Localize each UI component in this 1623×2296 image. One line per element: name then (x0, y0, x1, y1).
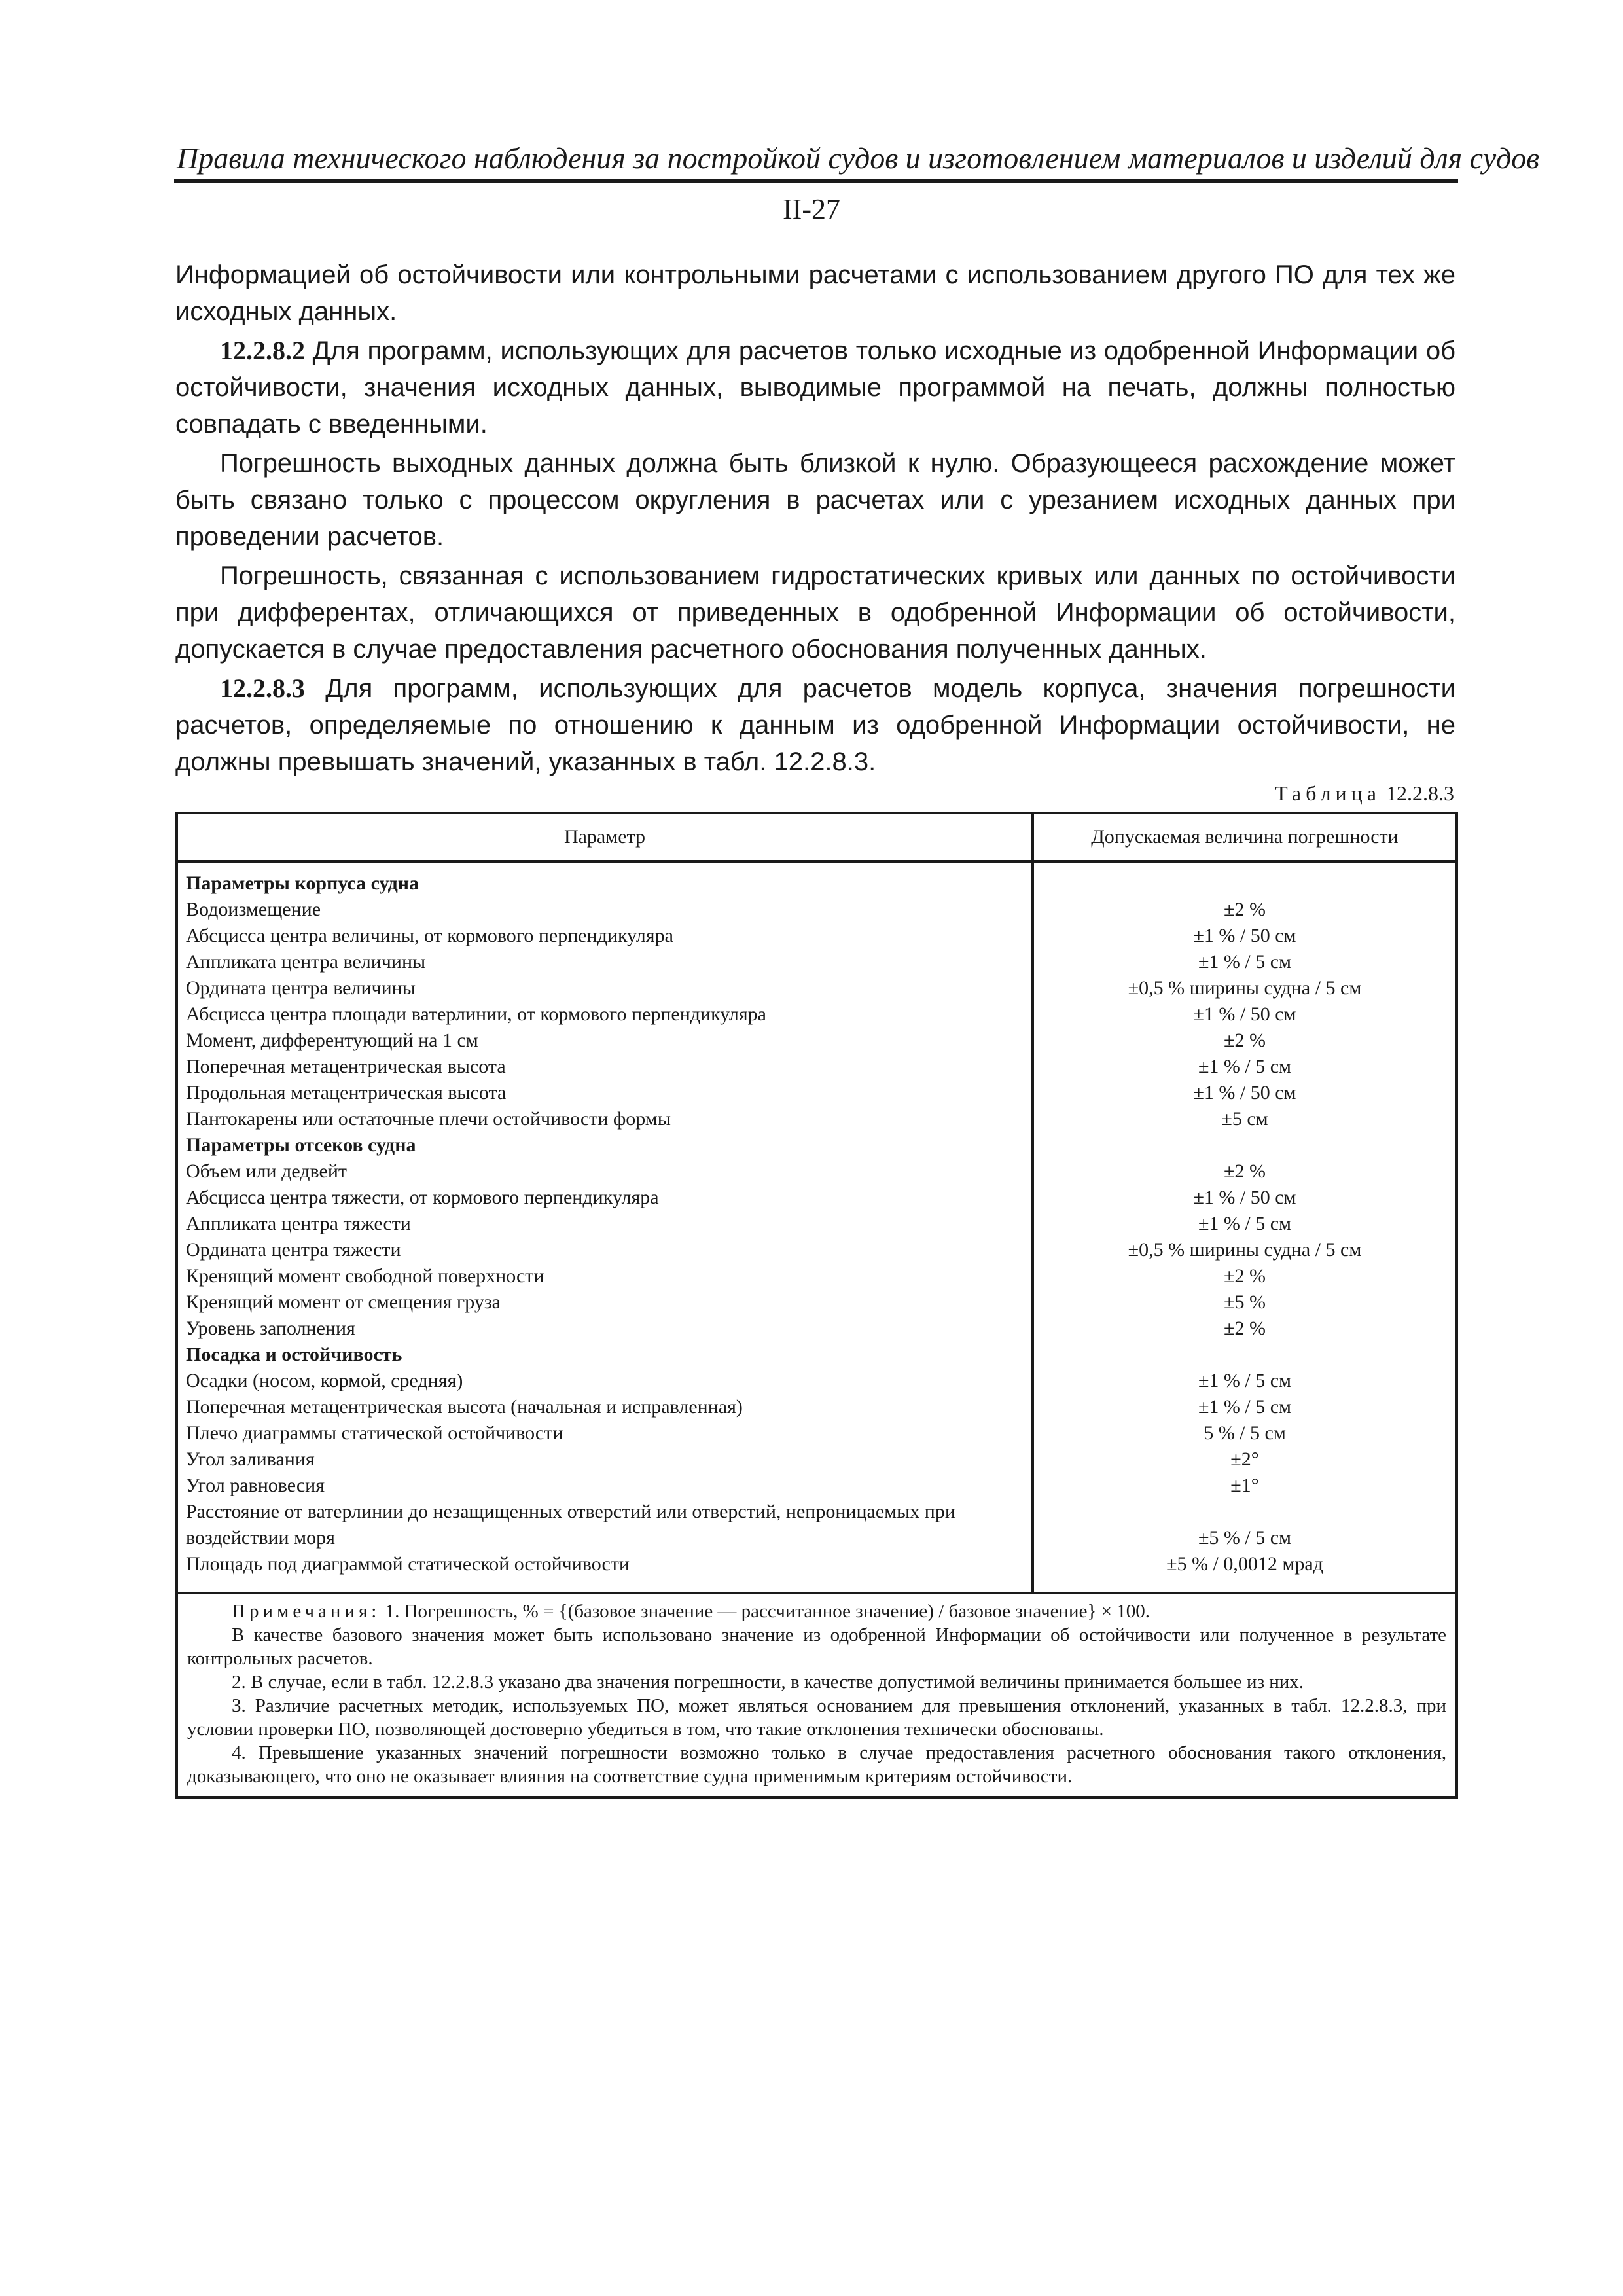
parameter-cell: Плечо диаграммы статической остойчивости (177, 1420, 1033, 1446)
table-group-row (177, 861, 1457, 897)
parameter-cell: Поперечная метацентрическая высота (177, 1054, 1033, 1080)
tolerance-cell: ±0,5 % ширины судна / 5 см (1033, 975, 1457, 1001)
parameter-cell: Ордината центра тяжести (177, 1237, 1033, 1263)
group-heading: Посадка и остойчивость (177, 1342, 1033, 1368)
table-row (177, 1499, 1457, 1551)
table-row (177, 1551, 1457, 1593)
group-heading: Параметры отсеков судна (177, 1132, 1033, 1158)
tolerance-cell: ±0,5 % ширины судна / 5 см (1033, 1237, 1457, 1263)
tolerance-cell: 5 % / 5 см (1033, 1420, 1457, 1446)
table-row (177, 1106, 1457, 1132)
tolerance-cell: ±1 % / 5 см (1033, 1394, 1457, 1420)
table-caption-number: 12.2.8.3 (1386, 781, 1454, 805)
parameter-cell: Угол равновесия (177, 1473, 1033, 1499)
tolerance-cell: ±2 % (1033, 897, 1457, 923)
parameter-cell: Кренящий момент свободной поверхности (177, 1263, 1033, 1289)
tolerance-cell: ±5 % (1033, 1289, 1457, 1316)
table-row (177, 1473, 1457, 1499)
table-group-row (177, 1342, 1457, 1368)
paragraph-text: Для программ, использующих для расчетов модель корпуса, значения погрешности расчетов, определяемые по отношению к данным из одобренной Информации остойчивости, не должны превышать значений, указанных в табл. 12.2.8.3. (175, 674, 1455, 776)
table-row (177, 1080, 1457, 1106)
tolerance-cell: ±5 % / 0,0012 мрад (1033, 1551, 1457, 1593)
tolerance-cell: ±1 % / 5 см (1033, 1054, 1457, 1080)
clause-number: 12.2.8.3 (220, 673, 305, 703)
table-row (177, 1237, 1457, 1263)
tolerance-cell (1033, 1342, 1457, 1368)
parameter-cell: Момент, дифферентующий на 1 см (177, 1028, 1033, 1054)
table-row (177, 1158, 1457, 1185)
parameter-cell: Поперечная метацентрическая высота (начальная и исправленная) (177, 1394, 1033, 1420)
parameter-cell: Пантокарены или остаточные плечи остойчивости формы (177, 1106, 1033, 1132)
clause-number: 12.2.8.2 (220, 336, 305, 365)
table-row (177, 1185, 1457, 1211)
paragraph-output-error: Погрешность выходных данных должна быть близкой к нулю. Образующееся расхождение может быть связано только с процессом округления в расчетах или с урезанием исходных данных при проведении расчетов. (175, 449, 1455, 551)
table-row (177, 1368, 1457, 1394)
table-row (177, 1028, 1457, 1054)
table-notes (177, 1593, 1457, 1797)
tolerance-cell: ±5 см (1033, 1106, 1457, 1132)
group-heading: Параметры корпуса судна (177, 861, 1033, 897)
parameter-cell: Водоизмещение (177, 897, 1033, 923)
table-row (177, 1263, 1457, 1289)
parameter-cell: Площадь под диаграммой статической остойчивости (177, 1551, 1033, 1593)
parameter-cell: Аппликата центра тяжести (177, 1211, 1033, 1237)
paragraph-hydrostatic-error: Погрешность, связанная с использованием гидростатических кривых или данных по остойчивости при дифферентах, отличающихся от приведенных в одобренной Информации об остойчивости, допускается в случае предоставления расчетного обоснования полученных данных. (175, 562, 1455, 664)
tolerance-cell: ±1 % / 5 см (1033, 949, 1457, 975)
paragraph-text: Для программ, использующих для расчетов только исходные из одобренной Информации об остойчивости, значения исходных данных, выводимые программой на печать, должны полностью совпадать с введенными. (175, 336, 1455, 439)
table-caption-word: Таблица (1275, 781, 1381, 805)
tolerance-cell: ±1 % / 5 см (1033, 1211, 1457, 1237)
table-row (177, 1289, 1457, 1316)
paragraph-12-2-8-3 (175, 670, 1455, 780)
note-2: 2. В случае, если в табл. 12.2.8.3 указано два значения погрешности, в качестве допустимой величины принимается большее из них. (232, 1672, 1304, 1693)
table-row (177, 949, 1457, 975)
table-row (177, 923, 1457, 949)
table-row (177, 1394, 1457, 1420)
paragraph-12-2-8-2 (175, 332, 1455, 442)
parameter-cell: Абсцисса центра тяжести, от кормового перпендикуляра (177, 1185, 1033, 1211)
parameter-cell: Аппликата центра величины (177, 949, 1033, 975)
note-1-text: 1. Погрешность, % = {(базовое значение — рассчитанное значение) / базовое значение} × 100. (380, 1601, 1150, 1622)
table-row (177, 1446, 1457, 1473)
tolerance-cell: ±1 % / 50 см (1033, 1080, 1457, 1106)
running-header: Правила технического наблюдения за постройкой судов и изготовлением материалов и изделий для судов (177, 141, 1540, 175)
parameter-cell: Абсцисса центра площади ватерлинии, от кормового перпендикуляра (177, 1001, 1033, 1028)
table-row (177, 1420, 1457, 1446)
column-header-parameter: Параметр (177, 813, 1033, 861)
tolerance-cell: ±1 % / 50 см (1033, 923, 1457, 949)
parameter-cell: Угол заливания (177, 1446, 1033, 1473)
tolerance-cell: ±5 % / 5 см (1033, 1499, 1457, 1551)
parameter-cell: Осадки (носом, кормой, средняя) (177, 1368, 1033, 1394)
table-caption (1275, 780, 1454, 806)
tolerance-table (175, 812, 1458, 1799)
parameter-cell: Уровень заполнения (177, 1316, 1033, 1342)
parameter-cell: Ордината центра величины (177, 975, 1033, 1001)
note-1 (187, 1600, 1446, 1623)
parameter-cell: Кренящий момент от смещения груза (177, 1289, 1033, 1316)
tolerance-cell: ±2 % (1033, 1263, 1457, 1289)
parameter-cell: Расстояние от ватерлинии до незащищенных отверстий или отверстий, непроницаемых при воздействии моря (177, 1499, 1033, 1551)
parameter-cell: Объем или дедвейт (177, 1158, 1033, 1185)
tolerance-cell: ±2° (1033, 1446, 1457, 1473)
tolerance-cell (1033, 861, 1457, 897)
body-text (175, 257, 1455, 780)
table-row (177, 1211, 1457, 1237)
tolerance-cell: ±1 % / 50 см (1033, 1001, 1457, 1028)
table-row (177, 897, 1457, 923)
page-number: II-27 (783, 193, 840, 225)
tolerance-cell: ±2 % (1033, 1316, 1457, 1342)
tolerance-cell (1033, 1132, 1457, 1158)
tolerance-cell: ±2 % (1033, 1158, 1457, 1185)
table-body (177, 861, 1457, 1593)
header-rule (174, 179, 1458, 183)
note-4: 4. Превышение указанных значений погрешности возможно только в случае предоставления расчетного обоснования такого отклонения, доказывающего, что оно не оказывает влияния на соответствие судна применимым критериям остойчивости. (187, 1742, 1446, 1787)
table-row (177, 975, 1457, 1001)
tolerance-cell: ±1 % / 50 см (1033, 1185, 1457, 1211)
tolerance-cell: ±1° (1033, 1473, 1457, 1499)
parameter-cell: Продольная метацентрическая высота (177, 1080, 1033, 1106)
note-3: 3. Различие расчетных методик, используемых ПО, может являться основанием для превышения отклонений, указанных в табл. 12.2.8.3, при условии проверки ПО, позволяющей достоверно убедиться в том, что такие отклонения технически обоснованы. (187, 1695, 1446, 1740)
table-group-row (177, 1132, 1457, 1158)
column-header-tolerance: Допускаемая величина погрешности (1033, 813, 1457, 861)
paragraph-continued: Информацией об остойчивости или контрольными расчетами с использованием другого ПО для тех же исходных данных. (175, 260, 1455, 326)
notes-label: Примечания: (232, 1601, 381, 1622)
table-row (177, 1316, 1457, 1342)
notes-row (177, 1593, 1457, 1797)
table-row (177, 1054, 1457, 1080)
table-header-row (177, 813, 1457, 861)
parameter-cell: Абсцисса центра величины, от кормового перпендикуляра (177, 923, 1033, 949)
table-row (177, 1001, 1457, 1028)
tolerance-cell: ±1 % / 5 см (1033, 1368, 1457, 1394)
note-1-continued: В качестве базового значения может быть использовано значение из одобренной Информации об остойчивости или полученное в результате контрольных расчетов. (187, 1624, 1446, 1669)
tolerance-cell: ±2 % (1033, 1028, 1457, 1054)
